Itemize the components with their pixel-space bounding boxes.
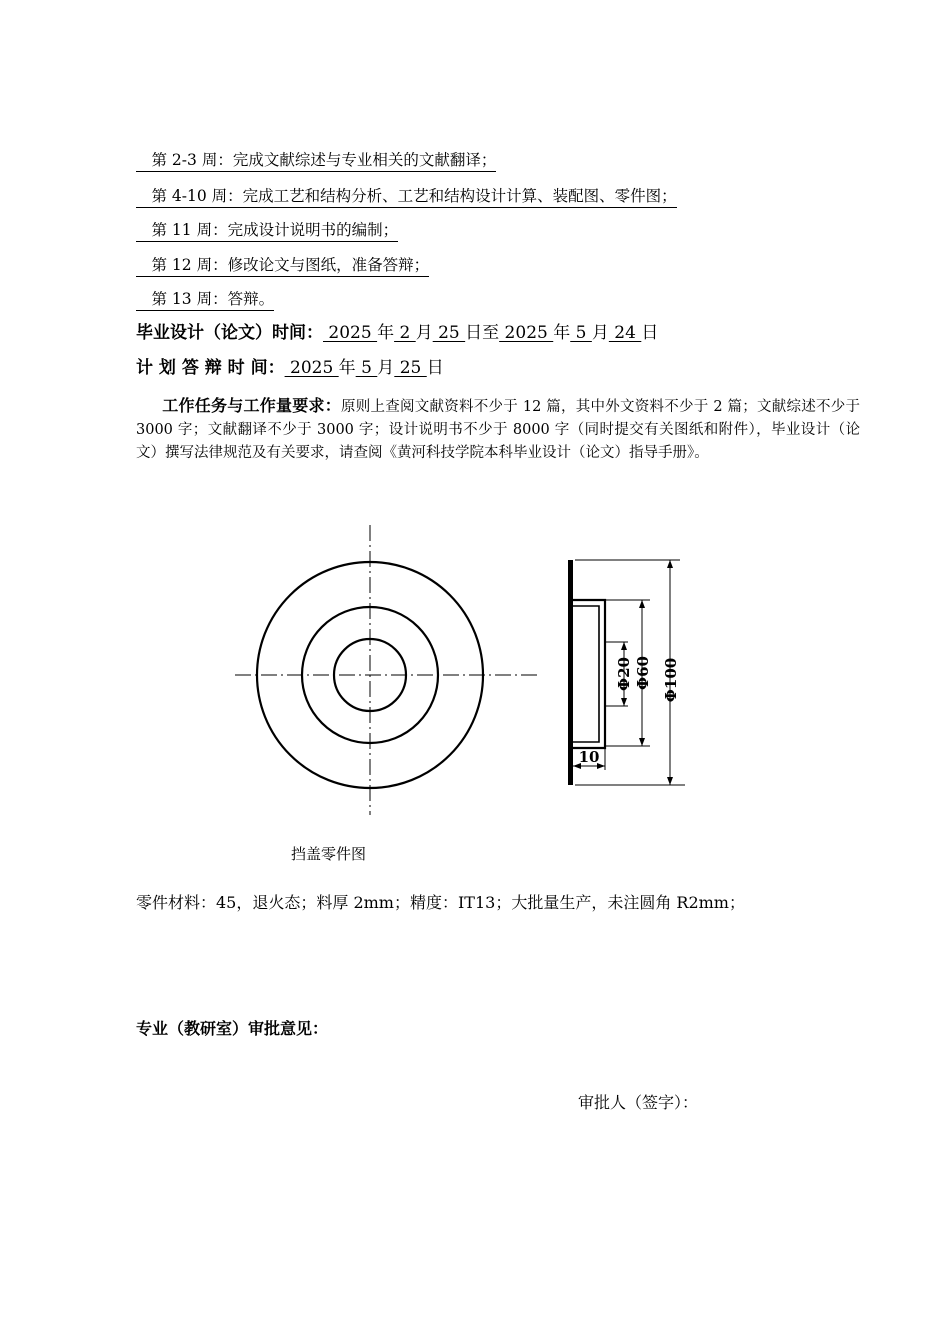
unit-text: 日 — [641, 323, 659, 343]
design-time-label: 毕业设计（论文）时间： — [136, 323, 323, 343]
front-view — [235, 525, 540, 815]
defense-year: 2025 — [284, 358, 339, 378]
unit-text: 日 — [426, 358, 444, 378]
figure-caption: 挡盖零件图 — [291, 845, 367, 863]
unit-text: 年 — [553, 323, 571, 343]
schedule-item: 第 11 周：完成设计说明书的编制； — [136, 220, 398, 242]
end-month: 5 — [570, 323, 592, 343]
requirements-text: 原则上查阅文献资料不少于 12 篇，其中外文资料不少于 2 篇；文献综述不少于 3000 字；文献翻译不少于 3000 字；设计说明书不少于 8000 字（同时提交有关图纸和附件），毕业设计（论文）撰写法律规范及有关要求，请查阅《黄河科技学院本科毕业设计（论文）指导手册》。 — [136, 399, 860, 461]
unit-text: 日至 — [465, 323, 500, 343]
start-day: 25 — [432, 323, 466, 343]
dim-phi100: Φ100 — [662, 657, 680, 703]
unit-text: 年 — [338, 358, 356, 378]
schedule-item: 第 4-10 周：完成工艺和结构分析、工艺和结构设计计算、装配图、零件图； — [136, 186, 677, 208]
start-year: 2025 — [323, 323, 378, 343]
schedule-item: 第 2-3 周：完成文献综述与专业相关的文献翻译； — [136, 150, 496, 172]
unit-text: 年 — [377, 323, 395, 343]
schedule-item: 第 12 周：修改论文与图纸，准备答辩； — [136, 255, 429, 277]
dim-width: 10 — [578, 748, 600, 766]
defense-day: 25 — [394, 358, 427, 378]
defense-time-label: 计 划 答 辩 时 间： — [136, 358, 285, 378]
schedule-item: 第 13 周：答辩。 — [136, 289, 274, 311]
requirements-lead: 工作任务与工作量要求： — [162, 396, 342, 415]
dim-phi60: Φ60 — [634, 656, 652, 690]
approval-label: 专业（教研室）审批意见： — [136, 1019, 329, 1038]
unit-text: 月 — [591, 323, 609, 343]
start-month: 2 — [394, 323, 416, 343]
material-spec: 零件材料：45，退火态；料厚 2mm；精度：IT13；大批量生产，未注圆角 R2mm； — [136, 893, 745, 912]
end-year: 2025 — [499, 323, 554, 343]
unit-text: 月 — [377, 358, 395, 378]
approver-signature: 审批人（签字）： — [578, 1093, 699, 1112]
flange-section — [568, 560, 573, 785]
end-day: 24 — [608, 323, 642, 343]
dim-phi20: Φ20 — [615, 657, 633, 691]
unit-text: 月 — [415, 323, 433, 343]
defense-month: 5 — [355, 358, 378, 378]
